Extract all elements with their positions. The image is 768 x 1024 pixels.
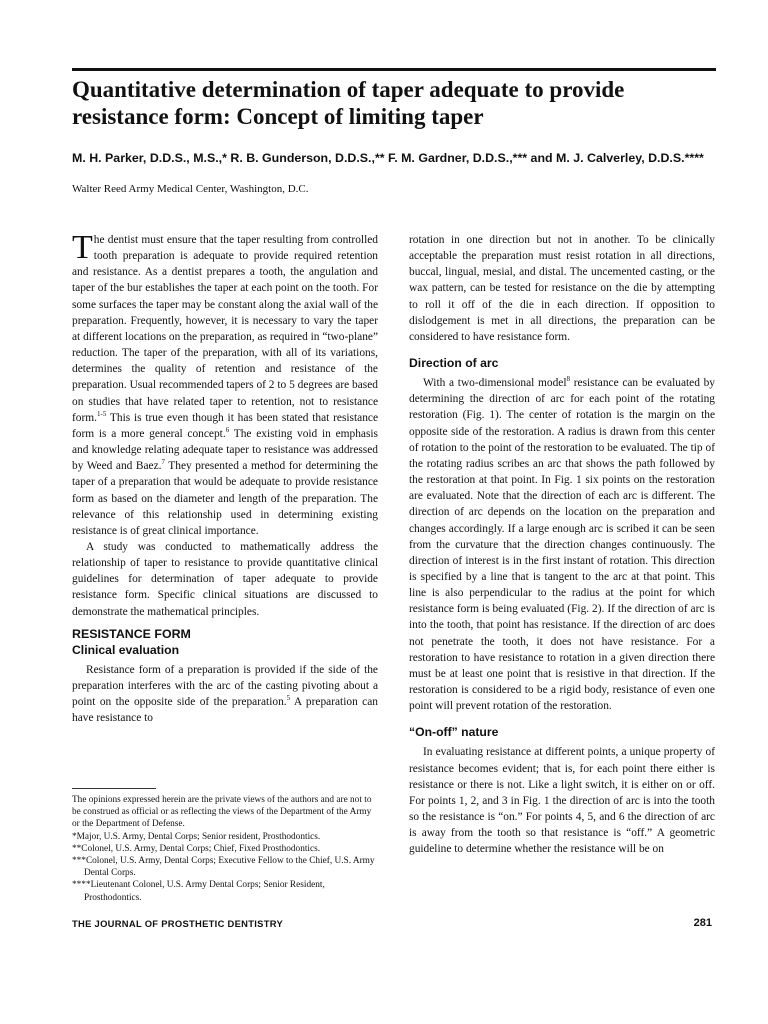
rotation-paragraph: rotation in one direction but not in another. To be clinically acceptable the preparation must resist rotation in all directions, buccal, lingual, mesial, and distal. The uncemented casting, or the wax pattern, can be tested for resistance on the die by attempting to roll it off of the die in each direction. If opposition to dislodgement is met in all directions, the preparation can be considered to have resistance form. — [409, 234, 715, 343]
section-heading-resistance-form: RESISTANCE FORM — [72, 626, 191, 641]
affiliation: Walter Reed Army Medical Center, Washington, D.C. — [72, 183, 309, 195]
arc-text-1: With a two-dimensional model — [423, 377, 567, 390]
citation-ref: 6 — [225, 426, 230, 435]
clinical-text-2: A preparation can have resistance to — [72, 696, 378, 725]
drop-cap: T — [72, 229, 93, 266]
footnote-disclaimer: The opinions expressed herein are the private views of the authors and are not to be construed as official or as reflecting the views of the Department of the Army or the Department of Defense. — [72, 795, 372, 830]
citation-ref: 8 — [566, 375, 571, 384]
clinical-text-1: Resistance form of a preparation is provided if the side of the preparation interferes with the arc of the casting pivoting about a point on the opposite side of the preparation. — [72, 663, 378, 709]
clinical-paragraph — [72, 662, 378, 727]
footnote-author-4: ****Lieutenant Colonel, U.S. Army Dental Corps; Senior Resident, Prosthodontics. — [72, 880, 325, 903]
footnote-rule — [72, 788, 156, 789]
intro-text-1: he dentist must ensure that the taper resulting from controlled tooth preparation is adequate to provide required retention and resistance. As a dentist prepares a tooth, the angulation and taper of the bur establishes the taper at each point on the tooth. For some surfaces the taper may be constant along the axial wall of the preparation. Frequently, however, it is necessary to vary the taper at different locations on the preparation, as required in “two-plane” reduction. The taper of the preparation, with all of its variations, determines the quality of retention and resistance of the preparation. Usual recommended tapers of 2 to 5 degrees are based on studies that have related taper to retention, not to resistance form. — [72, 234, 378, 424]
subsection-heading-on-off-nature: “On-off” nature — [409, 725, 499, 740]
on-off-paragraph: In evaluating resistance at different points, a unique property of resistance becomes evident; that is, for each point there either is resistance or there is not. Like a light switch, it is either on or off. For points 1, 2, and 3 in Fig. 1 the direction of arc is into the tooth so the resistance is “on.” For points 4, 5, and 6 the direction of arc is away from the tooth so that resistance is “off.” A geometric guideline to determine whether the resistance will be on — [409, 746, 715, 856]
arc-paragraph — [409, 375, 715, 714]
intro-paragraph — [72, 229, 378, 539]
subsection-heading-clinical-evaluation: Clinical evaluation — [72, 642, 180, 657]
footnote-author-2: **Colonel, U.S. Army, Dental Corps; Chief, Fixed Prosthodontics. — [72, 843, 321, 854]
arc-text-2: resistance can be evaluated by determining the direction of arc for each point of the rotating restoration (Fig. 1). The center of rotation is the margin on the opposite side of the restoration. A radius is drawn from this center of rotation to the point of the restoration to be evaluated. The tip of the rotating radius scribes an arc that shows the path followed by the restoration at that point. In Fig. 1 six points on the restoration are evaluated. Note that the direction of each arc is different. The direction of arc depends on the location on the preparation and changes accordingly. If a large enough arc is scribed it can be seen from the curvature that the direction changes continuously. The direction of interest is in the first instant of rotation. This direction is specified by a line that is tangent to the arc at that point. This line is also perpendicular to the radius at the point for which resistance form is being evaluated (Fig. 2). If the direction of arc is into the tooth, that point has resistance. If the direction of arc does not penetrate the tooth, it does not have resistance. For a restoration to have resistance to rotation in a given direction there must be at least one point that is resistive in that direction. If the restoration is considered to be a rigid body, resistance of even one point will prevent rotation of the restoration. — [409, 377, 716, 713]
article-title: Quantitative determination of taper adequate to provide resistance form: Concept of limiting taper — [72, 77, 625, 129]
intro-text-4: They presented a method for determining the taper of a preparation that would be adequate to provide resistance form as based on the diameter and length of the preparation. The relevance of this relationship used in determining existing resistance is of great clinical importance. — [72, 460, 378, 537]
page-number: 281 — [693, 917, 712, 929]
footnote-author-3: ***Colonel, U.S. Army, Dental Corps; Executive Fellow to the Chief, U.S. Army Dental Corps. — [72, 856, 375, 879]
left-column — [72, 229, 378, 726]
right-column — [409, 232, 715, 857]
citation-ref: 5 — [286, 694, 291, 703]
author-list: M. H. Parker, D.D.S., M.S.,* R. B. Gunderson, D.D.S.,** F. M. Gardner, D.D.S.,*** and M. J. Calverley, D.D.S.**** — [72, 151, 704, 165]
journal-name: THE JOURNAL OF PROSTHETIC DENTISTRY — [72, 918, 284, 929]
intro-text-2: This is true even though it has been stated that resistance form is a more general concept. — [72, 411, 378, 440]
intro-text-3: The existing void in emphasis and knowledge relating adequate taper to resistance was addressed by Weed and Baez. — [72, 427, 378, 473]
top-rule — [72, 68, 716, 71]
citation-ref: 7 — [161, 458, 165, 467]
citation-ref: 1-5 — [97, 409, 107, 418]
subsection-heading-direction-of-arc: Direction of arc — [409, 356, 499, 371]
footnote-author-1: *Major, U.S. Army, Dental Corps; Senior resident, Prosthodontics. — [72, 831, 321, 842]
footnotes — [72, 794, 378, 904]
study-paragraph: A study was conducted to mathematically address the relationship of taper to resistance to provide quantitative clinical guidelines for determination of taper adequate to provide resistance form. Specific clinical situations are discussed to demonstrate the mathematical principles. — [72, 540, 378, 618]
